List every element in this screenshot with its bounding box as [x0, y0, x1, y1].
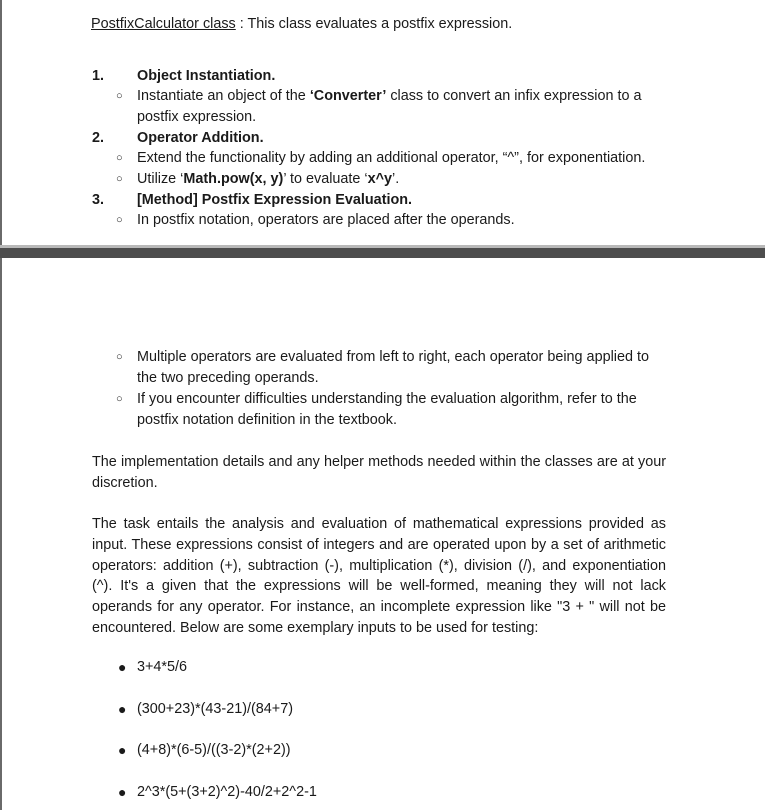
bullet-text: In postfix notation, operators are placed after the operands. — [137, 212, 515, 228]
solid-bullet-icon: ● — [118, 742, 127, 758]
class-link[interactable]: PostfixCalculator class — [91, 16, 236, 32]
step-number: 3. — [92, 192, 105, 208]
solid-bullet-icon: ● — [118, 701, 127, 717]
hollow-bullet-icon: ○ — [116, 173, 123, 185]
page-2 — [0, 258, 765, 810]
hollow-bullet-icon: ○ — [116, 90, 123, 102]
bullet-text-cont: postfix expression. — [137, 109, 257, 125]
step-title: [Method] Postfix Expression Evaluation. — [137, 192, 413, 208]
example-expression: (4+8)*(6-5)/((3-2)*(2+2)) — [137, 742, 291, 758]
step-number: 2. — [92, 130, 105, 146]
bullet-text: Instantiate an object of the ‘Converter’ class to convert an infix expression to a — [137, 88, 642, 104]
bullet-text: Multiple operators are evaluated from left to right, each operator being applied to — [137, 349, 649, 365]
bullet-text: If you encounter difficulties understanding the evaluation algorithm, refer to the — [137, 391, 637, 407]
example-expression: 2^3*(5+(3+2)^2)-40/2+2^2-1 — [137, 784, 317, 800]
bullet-text-cont: postfix notation definition in the textbook. — [137, 412, 398, 428]
bullet-text: Utilize ‘Math.pow(x, y)’ to evaluate ‘x^y’. — [137, 171, 400, 187]
bullet-text-cont: the two preceding operands. — [137, 370, 319, 386]
hollow-bullet-icon: ○ — [116, 351, 123, 363]
step-title: Operator Addition. — [137, 130, 264, 146]
example-expression: 3+4*5/6 — [137, 659, 188, 675]
page-1 — [0, 0, 765, 245]
paragraph-task: The task entails the analysis and evaluation of mathematical expressions provided as input. These expressions consist of integers and are operated upon by a set of arithmetic operators: addition (+), subtraction (-), multiplication (*), division (/), and exponentiation (^). It's a given that the expressions will be well-formed, meaning they will not lack operands for any operator. For instance, an incomplete expression like "3 + " will not be encountered. Below are some exemplary inputs to be used for testing: — [92, 516, 666, 636]
step-title: Object Instantiation. — [137, 68, 276, 84]
hollow-bullet-icon: ○ — [116, 393, 123, 405]
page-gap — [0, 248, 765, 258]
example-expression: (300+23)*(43-21)/(84+7) — [137, 701, 293, 717]
hollow-bullet-icon: ○ — [116, 152, 123, 164]
paragraph-discretion: The implementation details and any helper methods needed within the classes are at your discretion. — [92, 454, 666, 491]
class-description: : This class evaluates a postfix expression. — [235, 16, 513, 32]
solid-bullet-icon: ● — [118, 784, 127, 800]
hollow-bullet-icon: ○ — [116, 214, 123, 226]
bullet-text: Extend the functionality by adding an additional operator, “^”, for exponentiation. — [137, 150, 646, 166]
solid-bullet-icon: ● — [118, 659, 127, 675]
class-heading — [91, 14, 512, 35]
step-number: 1. — [92, 68, 105, 84]
